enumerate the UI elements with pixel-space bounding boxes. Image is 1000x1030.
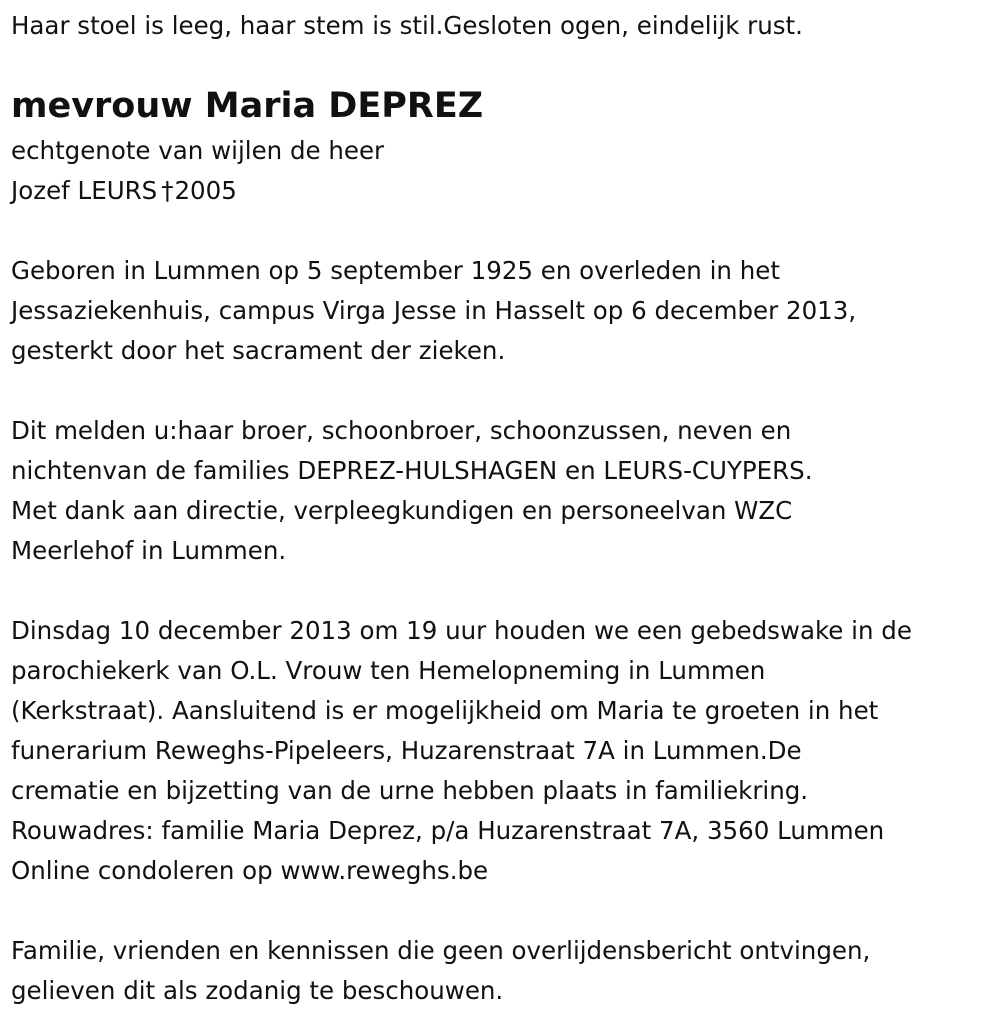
- cross-icon: †: [161, 176, 174, 205]
- closing-line: Familie, vrienden en kennissen die geen overlijdensbericht ontvingen,: [11, 936, 871, 965]
- obituary-notice: [11, 6, 986, 1011]
- spacer: [11, 211, 986, 251]
- motto: Haar stoel is leeg, haar stem is stil.Gesloten ogen, eindelijk rust.: [11, 11, 803, 40]
- mourning-address: Rouwadres: familie Maria Deprez, p/a Huzarenstraat 7A, 3560 Lummen: [11, 816, 885, 845]
- spacer: [11, 371, 986, 411]
- birth-death-line: gesterkt door het sacrament der zieken.: [11, 336, 506, 365]
- ceremony-line: (Kerkstraat). Aansluitend is er mogelijkheid om Maria te groeten in het: [11, 696, 879, 725]
- spacer: [11, 571, 986, 611]
- birth-death-line: Jessaziekenhuis, campus Virga Jesse in Hasselt op 6 december 2013,: [11, 296, 857, 325]
- spacer: [11, 891, 986, 931]
- announcers-line: Dit melden u:haar broer, schoonbroer, schoonzussen, neven en: [11, 416, 792, 445]
- ceremony-line: parochiekerk van O.L. Vrouw ten Hemelopneming in Lummen: [11, 656, 766, 685]
- ceremony-line: Dinsdag 10 december 2013 om 19 uur houden we een gebedswake in de: [11, 616, 912, 645]
- announcers-line: nichtenvan de families DEPREZ-HULSHAGEN en LEURS-CUYPERS.: [11, 456, 813, 485]
- birth-death-line: Geboren in Lummen op 5 september 1925 en overleden in het: [11, 256, 780, 285]
- spouse-death-year: 2005: [174, 176, 237, 205]
- deceased-name: mevrouw Maria DEPREZ: [11, 86, 484, 126]
- spouse-name: Jozef LEURS: [11, 176, 158, 205]
- closing-line: gelieven dit als zodanig te beschouwen.: [11, 976, 504, 1005]
- thanks-line: Met dank aan directie, verpleegkundigen en personeelvan WZC: [11, 496, 793, 525]
- thanks-line: Meerlehof in Lummen.: [11, 536, 287, 565]
- spouse-intro: echtgenote van wijlen de heer: [11, 136, 385, 165]
- ceremony-line: funerarium Reweghs-Pipeleers, Huzarenstraat 7A in Lummen.De: [11, 736, 802, 765]
- spouse-line: [11, 171, 986, 211]
- online-condolence: Online condoleren op www.reweghs.be: [11, 856, 489, 885]
- ceremony-line: crematie en bijzetting van de urne hebben plaats in familiekring.: [11, 776, 809, 805]
